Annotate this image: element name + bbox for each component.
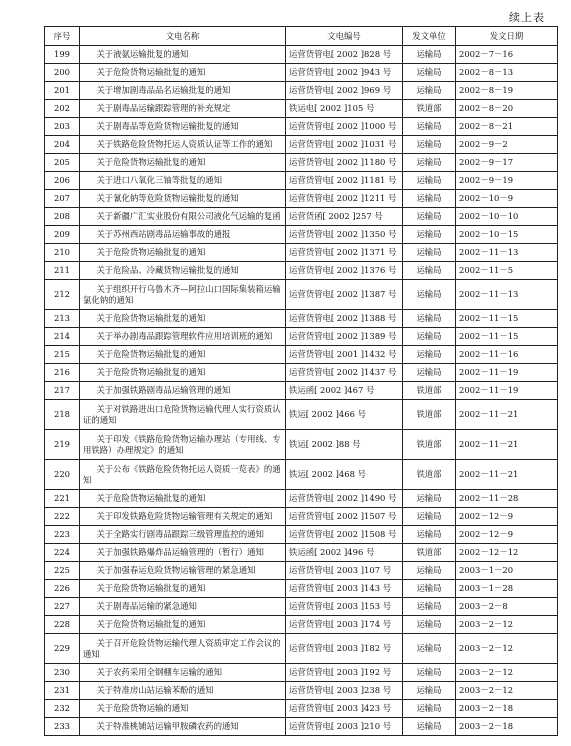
table-row <box>45 154 558 172</box>
row-issuer: 铁道部 <box>403 544 456 562</box>
row-issuer: 运输局 <box>403 490 456 508</box>
row-number: 206 <box>45 172 80 190</box>
row-date: 2002－12－9 <box>456 526 558 544</box>
row-issuer: 运输局 <box>403 598 456 616</box>
row-title: 关于印发铁路危险货物运输管理有关规定的通知 <box>80 508 286 526</box>
table-row <box>45 562 558 580</box>
row-date: 2002－9－2 <box>456 136 558 154</box>
row-title: 关于进口八氧化三铀等批复的通知 <box>80 172 286 190</box>
row-doc-number: 运营货管电[ 2003 ]192 号 <box>286 664 403 682</box>
row-date: 2002－8－19 <box>456 82 558 100</box>
table-row <box>45 310 558 328</box>
row-number: 204 <box>45 136 80 154</box>
row-doc-number: 运营货管电[ 2003 ]107 号 <box>286 562 403 580</box>
row-doc-number: 铁运电[ 2002 ]105 号 <box>286 100 403 118</box>
row-number: 207 <box>45 190 80 208</box>
row-title: 关于剧毒品等危险货物运输批复的通知 <box>80 118 286 136</box>
row-issuer: 运输局 <box>403 634 456 664</box>
row-title: 关于召开危险货物运输代理人资质审定工作会议的通知 <box>80 634 286 664</box>
row-title: 关于危险品、冷藏货物运输批复的通知 <box>80 262 286 280</box>
row-title: 关于剧毒品运输的紧急通知 <box>80 598 286 616</box>
row-doc-number: 运营货管电[ 2002 ]1371 号 <box>286 244 403 262</box>
table-row <box>45 46 558 64</box>
row-doc-number: 铁运函[ 2002 ]496 号 <box>286 544 403 562</box>
row-issuer: 铁道部 <box>403 400 456 430</box>
row-issuer: 运输局 <box>403 118 456 136</box>
row-title: 关于苏州西站剧毒品运输事故的通报 <box>80 226 286 244</box>
row-doc-number: 运营货管电[ 2003 ]423 号 <box>286 700 403 718</box>
header-no: 序号 <box>45 27 80 46</box>
row-issuer: 运输局 <box>403 346 456 364</box>
row-issuer: 运输局 <box>403 508 456 526</box>
table-row <box>45 346 558 364</box>
row-date: 2002－11－13 <box>456 280 558 310</box>
table-row <box>45 700 558 718</box>
row-date: 2002－11－16 <box>456 346 558 364</box>
row-title: 关于氰化钠等危险货物运输批复的通知 <box>80 190 286 208</box>
row-title: 关于举办剧毒品跟踪管理软件应用培训班的通知 <box>80 328 286 346</box>
row-title: 关于危险货物运输批复的通知 <box>80 364 286 382</box>
row-issuer: 运输局 <box>403 616 456 634</box>
row-number: 230 <box>45 664 80 682</box>
row-doc-number: 运营货管电[ 2002 ]1387 号 <box>286 280 403 310</box>
table-row <box>45 100 558 118</box>
table-row <box>45 580 558 598</box>
row-number: 227 <box>45 598 80 616</box>
table-row <box>45 382 558 400</box>
row-doc-number: 运营货管电[ 2002 ]1437 号 <box>286 364 403 382</box>
row-date: 2002－11－21 <box>456 460 558 490</box>
header-issuer: 发文单位 <box>403 27 456 46</box>
row-issuer: 运输局 <box>403 310 456 328</box>
table-row <box>45 634 558 664</box>
row-date: 2003－2－18 <box>456 718 558 736</box>
row-number: 214 <box>45 328 80 346</box>
table-row <box>45 490 558 508</box>
row-number: 209 <box>45 226 80 244</box>
row-number: 219 <box>45 430 80 460</box>
row-number: 210 <box>45 244 80 262</box>
row-doc-number: 运营货管电[ 2002 ]1000 号 <box>286 118 403 136</box>
row-title: 关于全路实行剧毒品跟踪三级管理监控的通知 <box>80 526 286 544</box>
row-issuer: 运输局 <box>403 190 456 208</box>
row-number: 225 <box>45 562 80 580</box>
document-table <box>44 26 558 736</box>
row-doc-number: 运营货管电[ 2003 ]238 号 <box>286 682 403 700</box>
row-number: 213 <box>45 310 80 328</box>
row-date: 2002－11－28 <box>456 490 558 508</box>
row-title: 关于农药采用全钢棚车运输的通知 <box>80 664 286 682</box>
row-number: 205 <box>45 154 80 172</box>
row-title: 关于危险货物运输批复的通知 <box>80 310 286 328</box>
row-issuer: 运输局 <box>403 526 456 544</box>
row-doc-number: 运营货管电[ 2002 ]1350 号 <box>286 226 403 244</box>
row-title: 关于特准房山站运输苯酚的通知 <box>80 682 286 700</box>
row-doc-number: 运营货管电[ 2002 ]1490 号 <box>286 490 403 508</box>
row-number: 233 <box>45 718 80 736</box>
row-issuer: 运输局 <box>403 172 456 190</box>
table-row <box>45 136 558 154</box>
row-issuer: 运输局 <box>403 154 456 172</box>
row-title: 关于印发《铁路危险货物运输办理站（专用线、专用铁路）办理规定》的通知 <box>80 430 286 460</box>
row-title: 关于危险货物运输批复的通知 <box>80 616 286 634</box>
row-date: 2002－7－16 <box>456 46 558 64</box>
table-row <box>45 718 558 736</box>
row-number: 215 <box>45 346 80 364</box>
row-issuer: 运输局 <box>403 562 456 580</box>
row-doc-number: 铁运[ 2002 ]466 号 <box>286 400 403 430</box>
row-number: 203 <box>45 118 80 136</box>
row-issuer: 运输局 <box>403 280 456 310</box>
table-row <box>45 544 558 562</box>
row-number: 199 <box>45 46 80 64</box>
row-title: 关于危险货物运输批复的通知 <box>80 64 286 82</box>
row-issuer: 运输局 <box>403 664 456 682</box>
table-row <box>45 244 558 262</box>
row-number: 208 <box>45 208 80 226</box>
row-date: 2003－2－18 <box>456 700 558 718</box>
row-date: 2003－2－12 <box>456 664 558 682</box>
row-issuer: 运输局 <box>403 700 456 718</box>
row-title: 关于液氨运输批复的通知 <box>80 46 286 64</box>
row-title: 关于特准桃铺站运输甲胺磷农药的通知 <box>80 718 286 736</box>
table-row <box>45 280 558 310</box>
row-issuer: 运输局 <box>403 82 456 100</box>
row-number: 226 <box>45 580 80 598</box>
row-doc-number: 运营货管电[ 2002 ]943 号 <box>286 64 403 82</box>
continued-label: 续上表 <box>509 11 545 24</box>
row-number: 222 <box>45 508 80 526</box>
row-number: 201 <box>45 82 80 100</box>
table-row <box>45 430 558 460</box>
row-date: 2002－12－12 <box>456 544 558 562</box>
table-row <box>45 118 558 136</box>
row-doc-number: 铁运[ 2002 ]88 号 <box>286 430 403 460</box>
row-date: 2002－10－10 <box>456 208 558 226</box>
row-number: 221 <box>45 490 80 508</box>
row-issuer: 运输局 <box>403 208 456 226</box>
table-row <box>45 364 558 382</box>
row-date: 2002－11－21 <box>456 400 558 430</box>
row-date: 2002－11－19 <box>456 364 558 382</box>
row-number: 232 <box>45 700 80 718</box>
row-doc-number: 运营货管电[ 2002 ]1031 号 <box>286 136 403 154</box>
row-issuer: 运输局 <box>403 46 456 64</box>
row-title: 关于危险货物运输批复的通知 <box>80 154 286 172</box>
row-doc-number: 铁运[ 2002 ]468 号 <box>286 460 403 490</box>
row-title: 关于对铁路进出口危险货物运输代理人实行资质认证的通知 <box>80 400 286 430</box>
row-title: 关于组织开行乌鲁木齐—阿拉山口国际集装箱运输氯化钠的通知 <box>80 280 286 310</box>
row-number: 217 <box>45 382 80 400</box>
row-date: 2002－11－5 <box>456 262 558 280</box>
table-row <box>45 208 558 226</box>
row-date: 2002－11－13 <box>456 244 558 262</box>
header-doc-no: 文电编号 <box>286 27 403 46</box>
row-date: 2002－11－19 <box>456 382 558 400</box>
row-date: 2003－2－12 <box>456 616 558 634</box>
table-row <box>45 508 558 526</box>
row-title: 关于铁路危险货物托运人资质认证等工作的通知 <box>80 136 286 154</box>
row-title: 关于危险货物运输的通知 <box>80 700 286 718</box>
row-issuer: 铁道部 <box>403 430 456 460</box>
row-number: 202 <box>45 100 80 118</box>
row-doc-number: 运营货管电[ 2002 ]1376 号 <box>286 262 403 280</box>
table-row <box>45 526 558 544</box>
row-issuer: 运输局 <box>403 136 456 154</box>
row-date: 2002－8－13 <box>456 64 558 82</box>
row-date: 2002－11－15 <box>456 328 558 346</box>
row-issuer: 运输局 <box>403 64 456 82</box>
row-title: 关于危险货物运输批复的通知 <box>80 490 286 508</box>
row-doc-number: 运营货管电[ 2002 ]1181 号 <box>286 172 403 190</box>
row-date: 2002－9－17 <box>456 154 558 172</box>
table-row <box>45 226 558 244</box>
row-date: 2002－9－19 <box>456 172 558 190</box>
table-row <box>45 682 558 700</box>
row-title: 关于加强春运危险货物运输管理的紧急通知 <box>80 562 286 580</box>
row-doc-number: 运营货管电[ 2002 ]1180 号 <box>286 154 403 172</box>
table-row <box>45 328 558 346</box>
row-number: 224 <box>45 544 80 562</box>
row-number: 229 <box>45 634 80 664</box>
row-number: 228 <box>45 616 80 634</box>
row-title: 关于加强铁路剧毒品运输管理的通知 <box>80 382 286 400</box>
row-doc-number: 运营货管电[ 2002 ]969 号 <box>286 82 403 100</box>
row-doc-number: 运营货管电[ 2003 ]182 号 <box>286 634 403 664</box>
row-doc-number: 铁运函[ 2002 ]467 号 <box>286 382 403 400</box>
row-title: 关于危险货物运输批复的通知 <box>80 346 286 364</box>
row-issuer: 运输局 <box>403 226 456 244</box>
header-date: 发文日期 <box>456 27 558 46</box>
row-issuer: 运输局 <box>403 580 456 598</box>
row-date: 2002－8－21 <box>456 118 558 136</box>
row-title: 关于公布《铁路危险货物托运人资质一览表》的通知 <box>80 460 286 490</box>
row-date: 2002－10－15 <box>456 226 558 244</box>
row-date: 2002－11－15 <box>456 310 558 328</box>
table-row <box>45 664 558 682</box>
row-date: 2003－2－8 <box>456 598 558 616</box>
row-doc-number: 运营货函[ 2002 ]257 号 <box>286 208 403 226</box>
row-date: 2003－1－20 <box>456 562 558 580</box>
row-date: 2003－1－28 <box>456 580 558 598</box>
row-doc-number: 运营货管电[ 2002 ]828 号 <box>286 46 403 64</box>
row-number: 220 <box>45 460 80 490</box>
table-header-row <box>45 27 558 46</box>
row-title: 关于加强铁路爆炸品运输管理的（暂行）通知 <box>80 544 286 562</box>
row-number: 200 <box>45 64 80 82</box>
row-issuer: 铁道部 <box>403 100 456 118</box>
row-doc-number: 运营货管电[ 2002 ]1508 号 <box>286 526 403 544</box>
row-doc-number: 运营货管电[ 2003 ]210 号 <box>286 718 403 736</box>
row-issuer: 运输局 <box>403 364 456 382</box>
table-row <box>45 82 558 100</box>
header-title: 文电名称 <box>80 27 286 46</box>
row-date: 2003－2－12 <box>456 682 558 700</box>
row-issuer: 运输局 <box>403 244 456 262</box>
table-row <box>45 172 558 190</box>
row-title: 关于新疆广汇实业股份有限公司液化气运输的复函 <box>80 208 286 226</box>
row-number: 218 <box>45 400 80 430</box>
row-issuer: 运输局 <box>403 718 456 736</box>
row-date: 2002－8－20 <box>456 100 558 118</box>
row-title: 关于剧毒品运输跟踪管理的补充规定 <box>80 100 286 118</box>
row-issuer: 运输局 <box>403 262 456 280</box>
table-row <box>45 616 558 634</box>
row-doc-number: 运营货管电[ 2003 ]153 号 <box>286 598 403 616</box>
row-issuer: 铁道部 <box>403 382 456 400</box>
row-doc-number: 运营货管电[ 2003 ]174 号 <box>286 616 403 634</box>
row-doc-number: 运营货管电[ 2002 ]1507 号 <box>286 508 403 526</box>
row-date: 2002－10－9 <box>456 190 558 208</box>
row-doc-number: 运营货管电[ 2003 ]143 号 <box>286 580 403 598</box>
table-row <box>45 64 558 82</box>
row-number: 216 <box>45 364 80 382</box>
row-issuer: 运输局 <box>403 682 456 700</box>
row-date: 2003－2－12 <box>456 634 558 664</box>
row-title: 关于增加剧毒品品名运输批复的通知 <box>80 82 286 100</box>
row-date: 2002－11－21 <box>456 430 558 460</box>
table-row <box>45 460 558 490</box>
row-title: 关于危险货物运输批复的通知 <box>80 580 286 598</box>
row-number: 231 <box>45 682 80 700</box>
row-title: 关于危险货物运输批复的通知 <box>80 244 286 262</box>
row-number: 211 <box>45 262 80 280</box>
row-issuer: 铁道部 <box>403 460 456 490</box>
table-row <box>45 598 558 616</box>
row-number: 223 <box>45 526 80 544</box>
row-number: 212 <box>45 280 80 310</box>
row-doc-number: 运营货管电[ 2002 ]1388 号 <box>286 310 403 328</box>
row-date: 2002－12－9 <box>456 508 558 526</box>
row-issuer: 运输局 <box>403 328 456 346</box>
row-doc-number: 运营货管电[ 2002 ]1211 号 <box>286 190 403 208</box>
table-row <box>45 190 558 208</box>
row-doc-number: 运营货管电[ 2002 ]1389 号 <box>286 328 403 346</box>
table-row <box>45 262 558 280</box>
table-row <box>45 400 558 430</box>
row-doc-number: 运营货管电[ 2001 ]1432 号 <box>286 346 403 364</box>
